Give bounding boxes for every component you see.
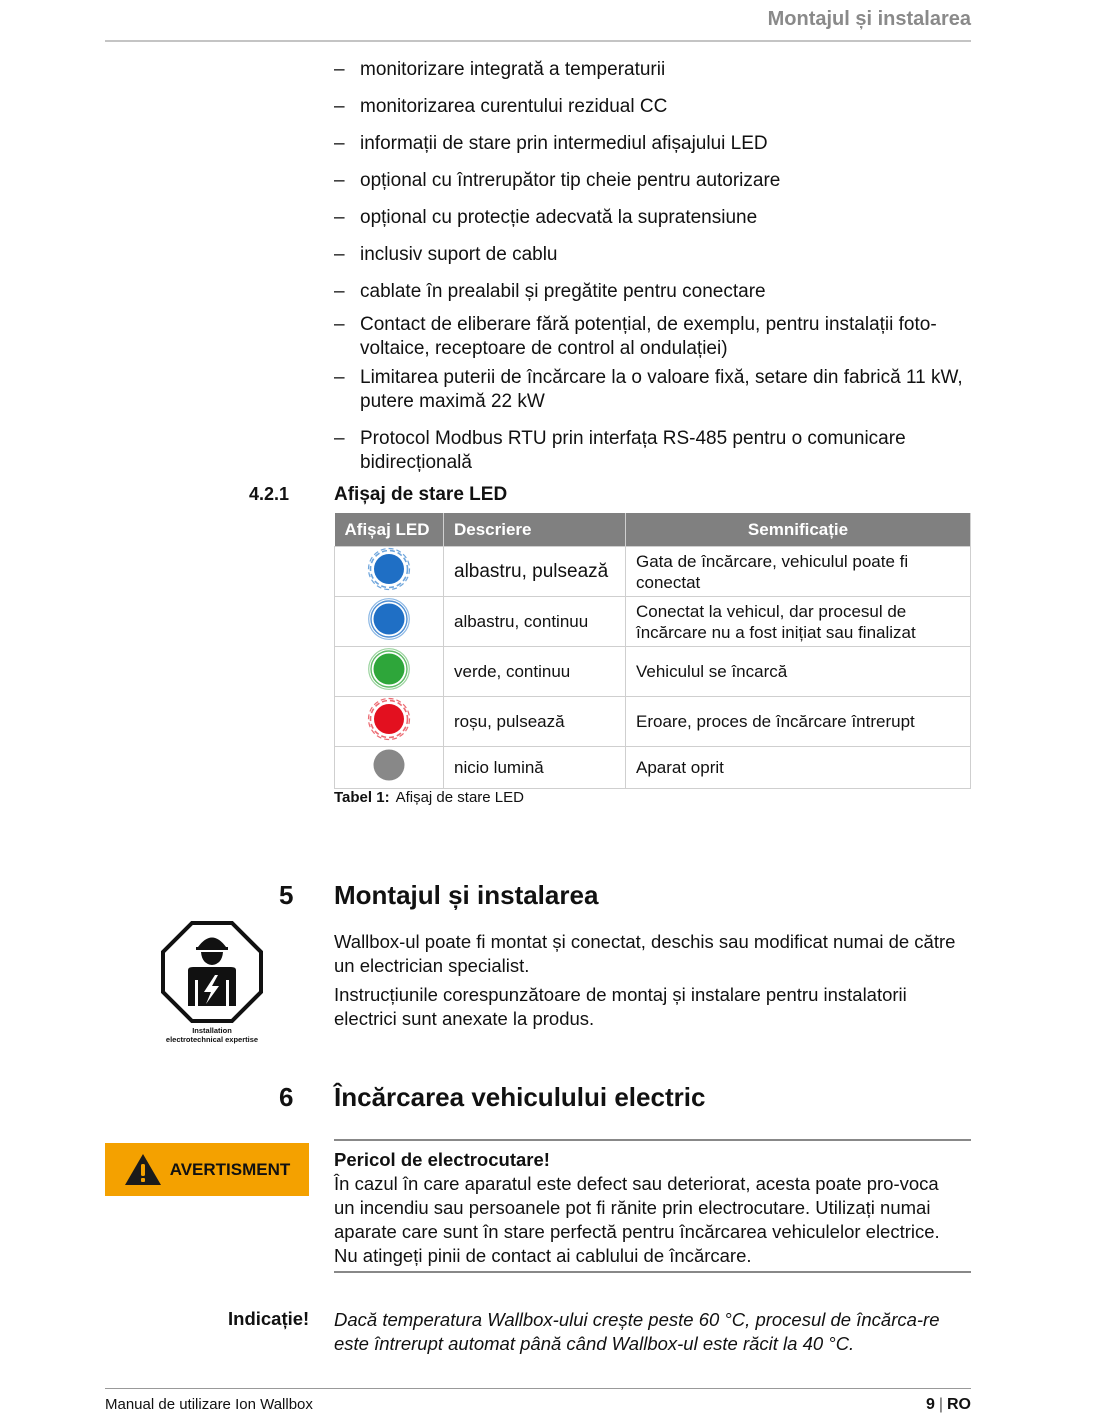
language-code: RO [947, 1396, 971, 1413]
column-header-description: Descriere [444, 513, 626, 547]
electrician-pictogram [150, 920, 274, 1044]
feature-list [334, 58, 974, 475]
led-blue-pulsing-icon [367, 547, 411, 591]
led-green-steady-icon [367, 647, 411, 691]
electrician-icon [160, 920, 264, 1024]
list-item: – Limitarea puterii de încărcare la o valoare fixă, setare din fabrică 11 kW, putere maximă 22 kW [334, 367, 963, 412]
table-row: roșu, pulsează Eroare, proces de încărcare întrerupt [335, 697, 971, 747]
led-off-icon [371, 747, 407, 783]
list-item: – monitorizare integrată a temperaturii [334, 59, 666, 80]
subsection-number: 4.2.1 [249, 484, 290, 504]
warning-triangle-icon [124, 1153, 162, 1186]
header-divider [105, 40, 971, 42]
list-item: – monitorizarea curentului rezidual CC [334, 96, 668, 117]
section-5-number: 5 [279, 880, 294, 910]
led-red-pulsing-icon [367, 697, 411, 741]
footer-divider [105, 1388, 971, 1389]
pictogram-caption-line-2: electrotechnical expertise [165, 1035, 259, 1044]
subsection-title: Afișaj de stare LED [334, 484, 508, 505]
pictogram-caption-line-1: Installation [192, 1026, 232, 1035]
section-5-paragraph-1: Wallbox-ul poate fi montat și conectat, deschis sau modificat numai de către un electrician specialist. [334, 931, 956, 976]
warning-text: În cazul în care aparatul este defect sau deteriorat, acesta poate pro-voca un incendiu sau persoanele pot fi rănite prin electrocutare. Utilizați numai aparate care sunt în stare perfectă pentru încărcarea vehiculelor electrice. Nu atingeți pinii de contact ai cablului de încărcare. [334, 1173, 940, 1266]
warning-title: Pericol de electrocutare! [334, 1149, 550, 1170]
section-6-title: Încărcarea vehiculului electric [334, 1082, 706, 1112]
table-row: albastru, continuu Conectat la vehicul, dar procesul de încărcare nu a fost inițiat sau finalizat [335, 597, 971, 647]
led-blue-steady-icon [367, 597, 411, 641]
footer-page-indicator: 9 | RO [925, 1396, 971, 1413]
column-header-meaning: Semnificație [626, 513, 971, 547]
section-6-number: 6 [279, 1082, 294, 1112]
list-item: – inclusiv suport de cablu [334, 244, 558, 265]
note-label: Indicație! [228, 1308, 310, 1329]
list-item: – cablate în prealabil și pregătite pentru conectare [334, 281, 766, 302]
warning-label: AVERTISMENT [169, 1159, 291, 1179]
warning-badge [105, 1143, 309, 1196]
section-5-paragraph-2: Instrucțiunile corespunzătoare de montaj și instalare pentru instalatorii electrici sunt anexate la produs. [334, 984, 907, 1029]
note-text: Dacă temperatura Wallbox-ului crește peste 60 °C, procesul de încărca-re este întrerupt automat până când Wallbox-ul este răcit la 40 °C. [334, 1309, 940, 1354]
table-row: albastru, pulsează Gata de încărcare, vehiculul poate fi conectat [335, 547, 971, 597]
list-item: – opțional cu protecție adecvată la supratensiune [334, 207, 758, 228]
caption-label: Tabel 1: [334, 789, 390, 806]
section-5-title: Montajul și instalarea [334, 880, 599, 910]
running-header-title: Montajul și instalarea [767, 8, 971, 30]
led-status-table [334, 513, 971, 789]
table-caption [334, 789, 524, 806]
list-item: – Contact de eliberare fără potențial, de exemplu, pentru instalații foto-voltaice, receptoare de control al ondulației) [334, 314, 937, 359]
list-item: – informații de stare prin intermediul afișajului LED [334, 133, 768, 154]
warning-bottom-divider [334, 1271, 971, 1273]
page-number: 9 [925, 1396, 935, 1413]
table-row: nicio lumină Aparat oprit [335, 747, 971, 789]
warning-top-divider [334, 1139, 971, 1141]
caption-text: Afișaj de stare LED [395, 789, 524, 806]
table-row: verde, continuu Vehiculul se încarcă [335, 647, 971, 697]
footer-document-title: Manual de utilizare Ion Wallbox [105, 1396, 313, 1413]
column-header-led: Afișaj LED [335, 513, 444, 547]
table-header-row [335, 513, 971, 547]
list-item: – opțional cu întrerupător tip cheie pentru autorizare [334, 170, 781, 191]
warning-content [334, 1148, 964, 1268]
list-item: – Protocol Modbus RTU prin interfața RS-485 pentru o comunicare bidirecțională [334, 428, 906, 473]
